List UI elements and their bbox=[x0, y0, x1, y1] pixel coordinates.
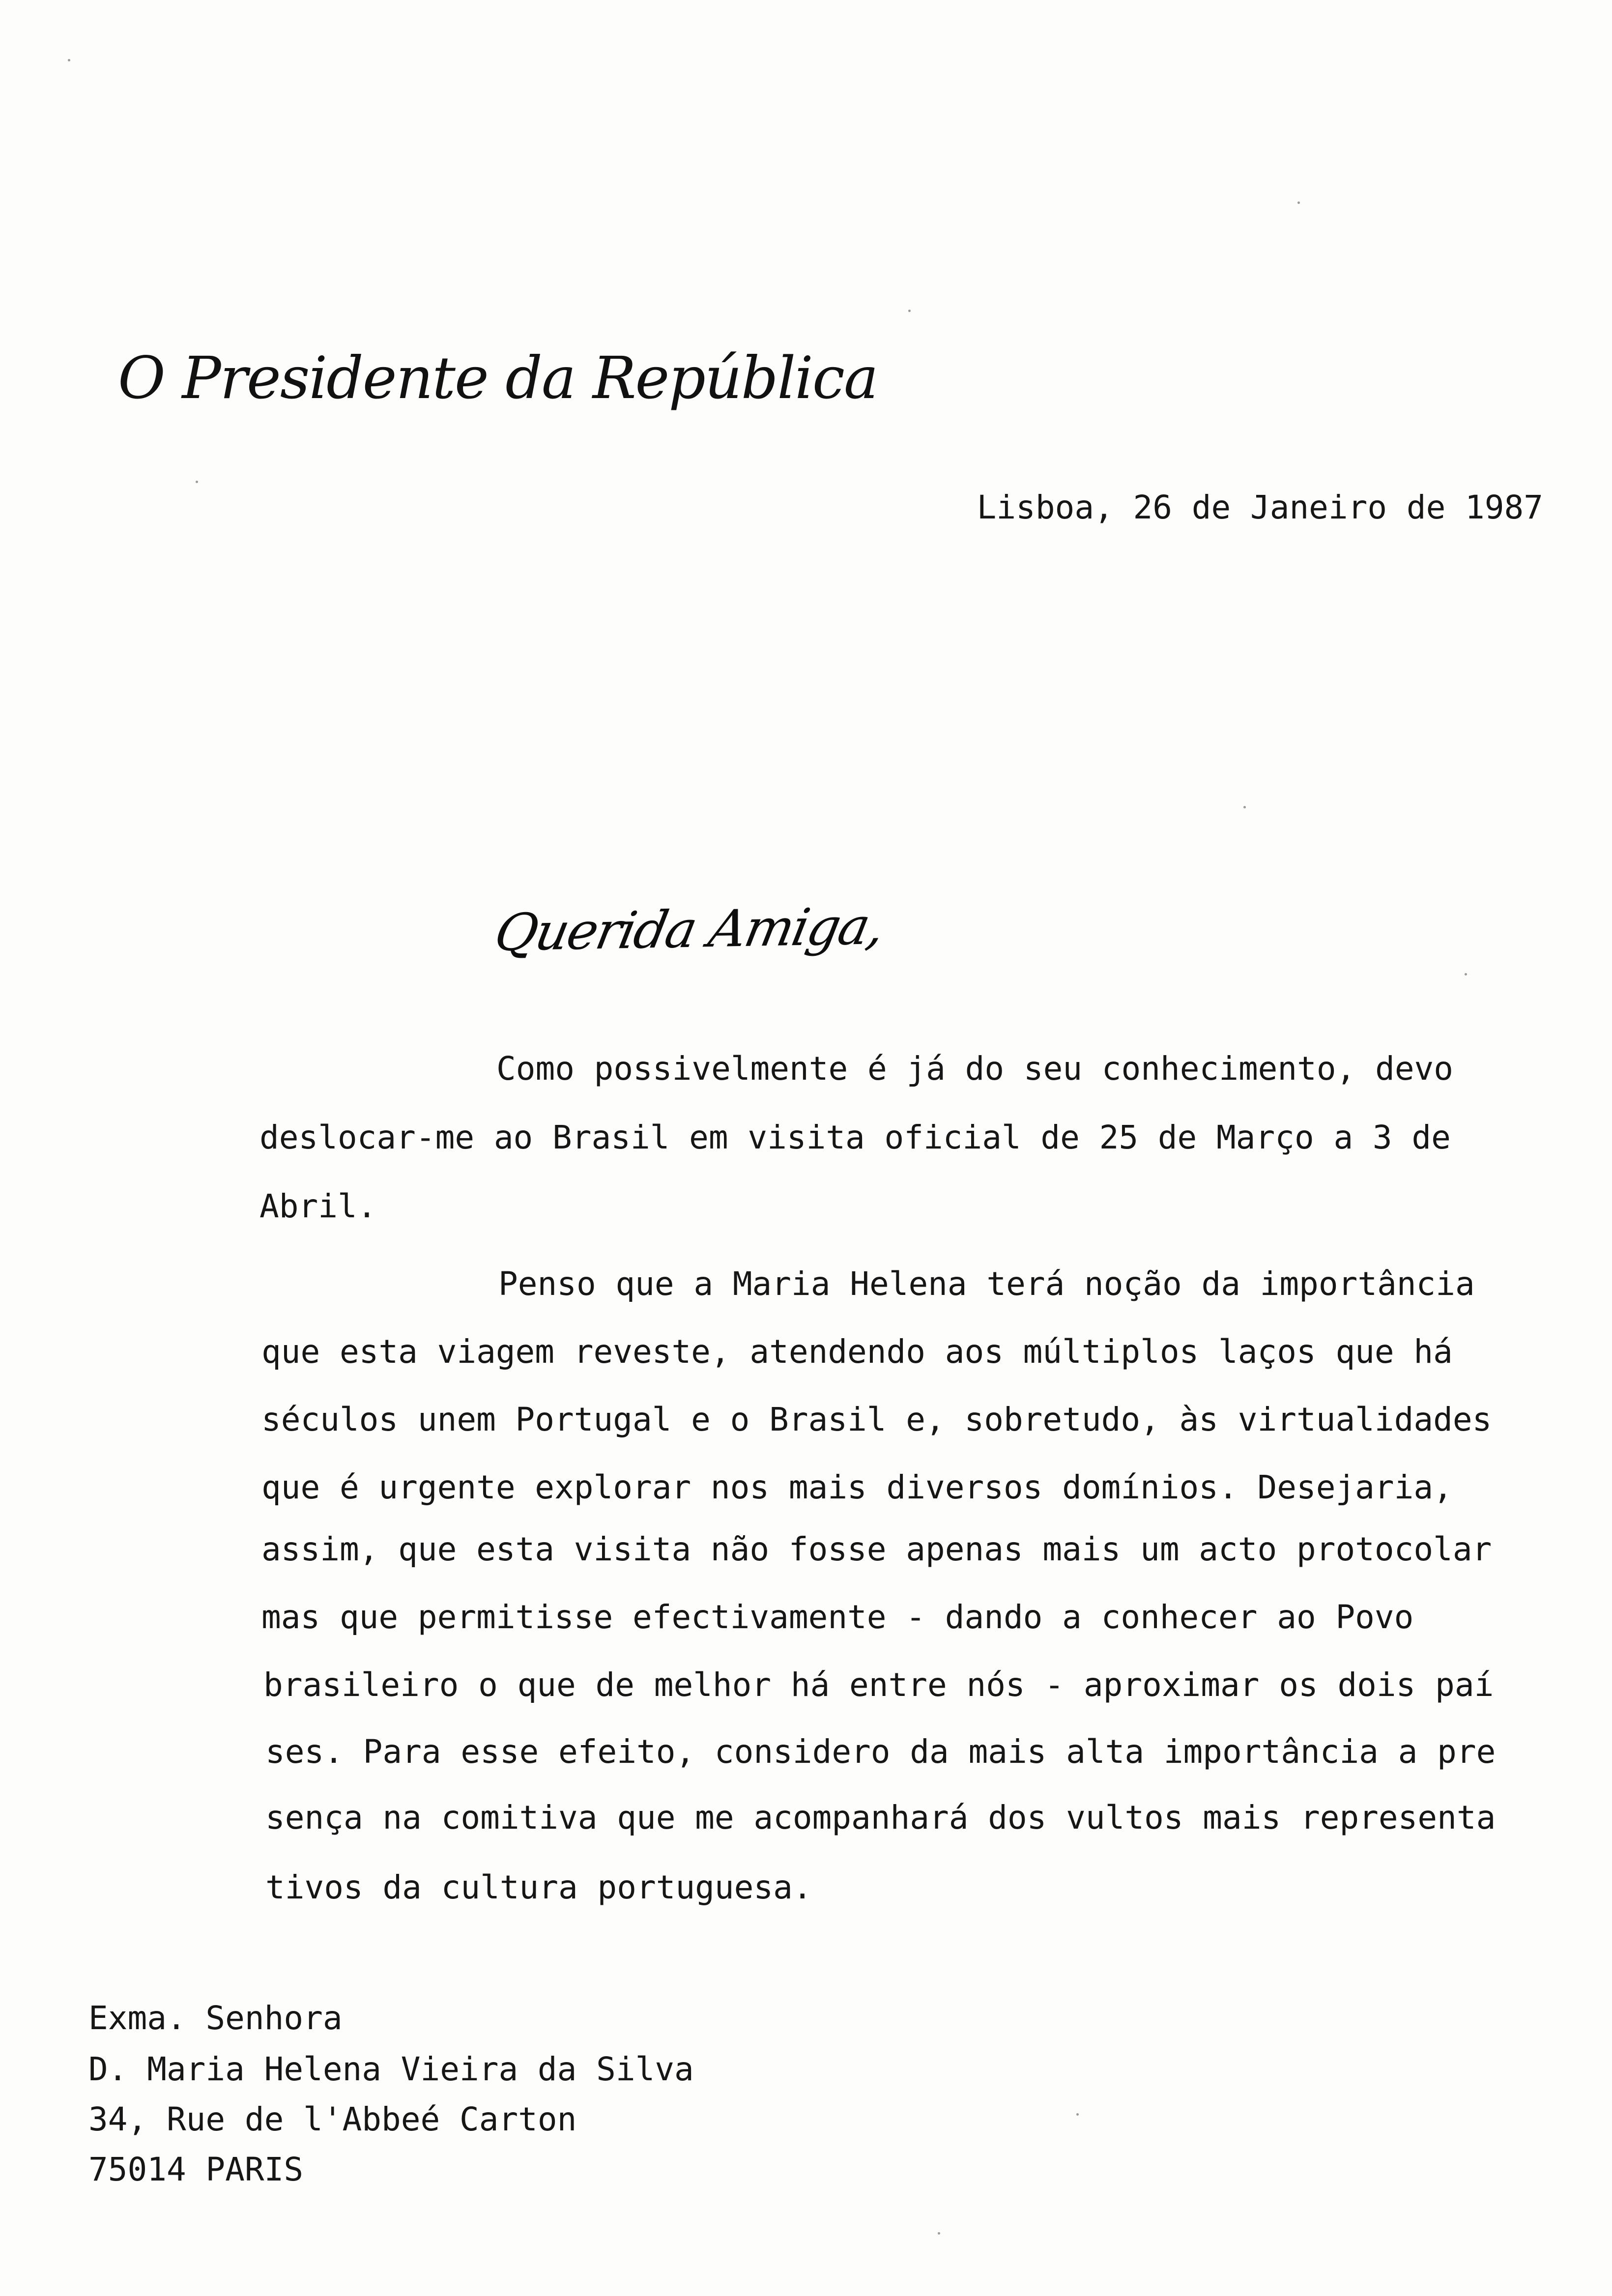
body-line: que é urgente explorar nos mais diversos domínios. Desejaria, bbox=[261, 1468, 1453, 1506]
scan-speck bbox=[196, 481, 198, 483]
scan-speck bbox=[938, 2232, 940, 2235]
body-line: assim, que esta visita não fosse apenas mais um acto protocolar bbox=[261, 1530, 1492, 1568]
body-line: deslocar-me ao Brasil em visita oficial de 25 de Março a 3 de bbox=[259, 1119, 1451, 1156]
scan-speck bbox=[1297, 201, 1300, 204]
body-line: ses. Para esse efeito, considero da mais alta importância a pre bbox=[265, 1733, 1496, 1771]
body-line: Abril. bbox=[259, 1187, 377, 1225]
body-line: Penso que a Maria Helena terá noção da importância bbox=[498, 1265, 1475, 1303]
body-line: séculos unem Portugal e o Brasil e, sobretudo, às virtualidades bbox=[261, 1401, 1492, 1438]
body-line: que esta viagem reveste, atendendo aos múltiplos laços que há bbox=[261, 1333, 1453, 1371]
handwritten-salutation: Querida Amiga, bbox=[489, 896, 889, 963]
scan-speck bbox=[68, 59, 70, 61]
address-line: 75014 PARIS bbox=[88, 2151, 304, 2188]
address-line: D. Maria Helena Vieira da Silva bbox=[88, 2050, 694, 2088]
scan-speck bbox=[908, 310, 911, 312]
letterhead: O Presidente da República bbox=[118, 344, 878, 412]
address-line: Exma. Senhora bbox=[88, 1999, 343, 2037]
scan-speck bbox=[1243, 806, 1246, 808]
date-line: Lisboa, 26 de Janeiro de 1987 bbox=[977, 488, 1543, 526]
scan-speck bbox=[1465, 973, 1467, 976]
body-line: Como possivelmente é já do seu conhecimento, devo bbox=[496, 1050, 1454, 1088]
body-line: sença na comitiva que me acompanhará dos vultos mais representa bbox=[265, 1799, 1496, 1837]
address-line: 34, Rue de l'Abbeé Carton bbox=[88, 2100, 577, 2138]
body-line: mas que permitisse efectivamente - dando a conhecer ao Povo bbox=[261, 1598, 1414, 1636]
scan-speck bbox=[1076, 2113, 1079, 2116]
body-line: brasileiro o que de melhor há entre nós - aproximar os dois paí bbox=[263, 1666, 1494, 1704]
body-line: tivos da cultura portuguesa. bbox=[265, 1868, 812, 1906]
